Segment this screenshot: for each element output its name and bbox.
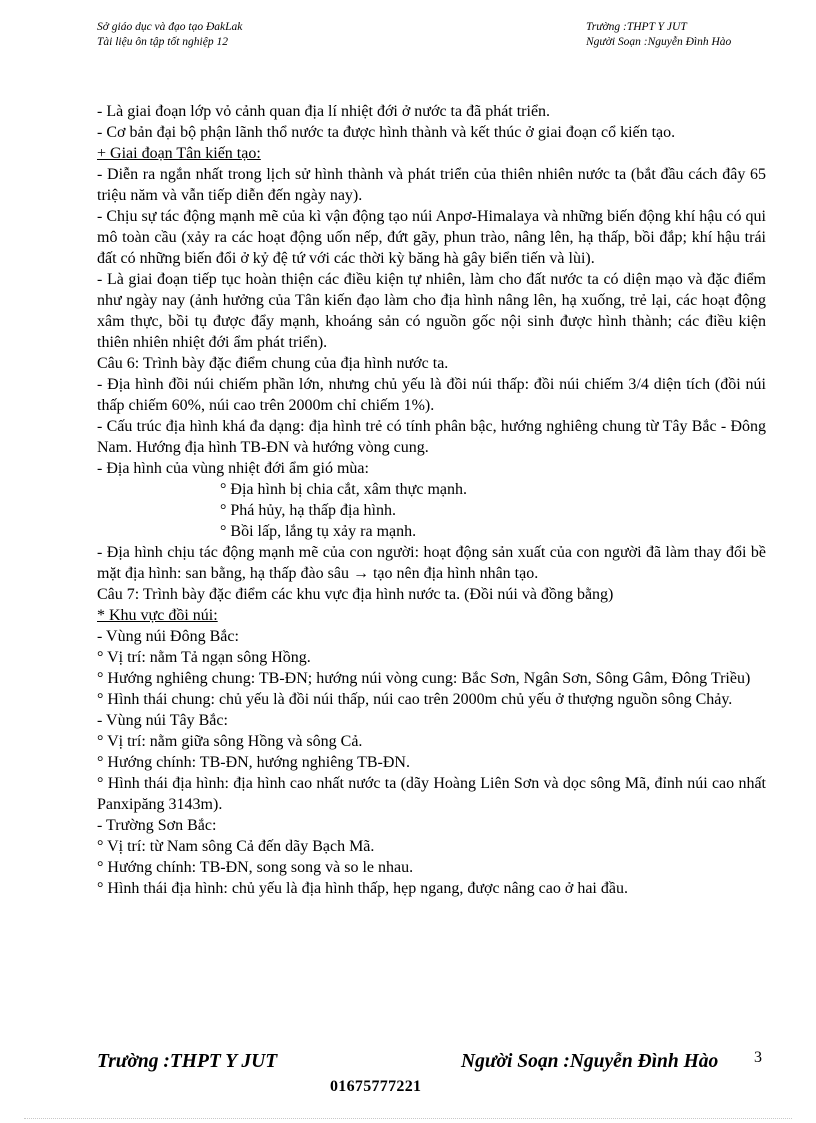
paragraph: - Chịu sự tác động mạnh mẽ của kì vận động tạo núi Anpơ-Himalaya và những biến động khí hậu có qui mô toàn cầu (xảy ra các hoạt động uốn nếp, đứt gãy, phun trào, nâng lên, hạ thấp, bồi đắp; khí hậu trái đất có những biến đổi ở kỷ đệ tứ với các thời kỳ băng hà gây biển tiến và lùi). (97, 208, 766, 267)
footer-author: Người Soạn :Nguyễn Đình Hào (461, 1051, 719, 1072)
question-heading: Câu 6: Trình bày đặc điểm chung của địa hình nước ta. (97, 355, 449, 372)
bullet-item: ° Địa hình bị chia cắt, xâm thực mạnh. (220, 481, 467, 498)
bullet-item: ° Phá hủy, hạ thấp địa hình. (220, 502, 396, 519)
question-heading: Câu 7: Trình bày đặc điểm các khu vực địa hình nước ta. (Đồi núi và đồng bằng) (97, 586, 614, 603)
bullet-item: ° Hướng nghiêng chung: TB-ĐN; hướng núi vòng cung: Bắc Sơn, Ngân Sơn, Sông Gâm, Đông Triều) (97, 670, 751, 687)
bullet-item: ° Hướng chính: TB-ĐN, song song và so le nhau. (97, 859, 414, 876)
page-bottom-divider (24, 1118, 792, 1119)
paragraph: - Địa hình đồi núi chiếm phần lớn, nhưng chủ yếu là đồi núi thấp: đồi núi chiếm 3/4 diện tích (đồi núi thấp chiếm 60%, núi cao trên 2000m chỉ chiếm 1%). (97, 376, 766, 414)
header-right (586, 20, 731, 50)
header-left (97, 20, 242, 50)
paragraph: - Cấu trúc địa hình khá đa dạng: địa hình trẻ có tính phân bậc, hướng nghiêng chung từ Tây Bắc - Đông Nam. Hướng địa hình TB-ĐN và hướng vòng cung. (97, 418, 766, 456)
header-school: Trường :THPT Y JUT (586, 21, 687, 33)
bullet-item: ° Bồi lấp, lắng tụ xảy ra mạnh. (220, 523, 417, 540)
paragraph: - Diễn ra ngắn nhất trong lịch sử hình thành và phát triển của thiên nhiên nước ta (bắt đầu cách đây 65 triệu năm và vẫn tiếp diễn đến ngày nay). (97, 166, 766, 204)
paragraph: - Là giai đoạn tiếp tục hoàn thiện các điều kiện tự nhiên, làm cho đất nước ta có diện mạo và đặc điểm như ngày nay (ảnh hưởng của Tân kiến đạo làm cho địa hình nâng lên, hạ xuống, trẻ lại, các hoạt động xâm thực, bồi tụ được đẩy mạnh, khoáng sản có nguồn gốc nội sinh được hình thành; các điều kiện thiên nhiên nhiệt đới ẩm phát triển). (97, 271, 766, 351)
paragraph: - Cơ bản đại bộ phận lãnh thổ nước ta được hình thành và kết thúc ở giai đoạn cổ kiến tạo. (97, 124, 676, 141)
paragraph: - Là giai đoạn lớp vỏ cảnh quan địa lí nhiệt đới ở nước ta đã phát triển. (97, 103, 551, 120)
header-document-title: Tài liệu ôn tập tốt nghiệp 12 (97, 36, 228, 48)
bullet-item: ° Hướng chính: TB-ĐN, hướng nghiêng TB-ĐN. (97, 754, 410, 771)
section-heading: * Khu vực đồi núi: (97, 607, 218, 624)
bullet-item: ° Vị trí: từ Nam sông Cả đến dãy Bạch Mã. (97, 838, 375, 855)
subsection-heading: - Vùng núi Đông Bắc: (97, 628, 239, 645)
subsection-heading: - Vùng núi Tây Bắc: (97, 712, 228, 729)
document-body (97, 101, 766, 899)
bullet-item: ° Hình thái chung: chủ yếu là đồi núi thấp, núi cao trên 2000m chủ yếu ở thượng nguồn sông Chảy. (97, 691, 733, 708)
bullet-item: ° Vị trí: nằm Tả ngạn sông Hồng. (97, 649, 311, 666)
bullet-item: ° Hình thái địa hình: chủ yếu là địa hình thấp, hẹp ngang, được nâng cao ở hai đầu. (97, 880, 628, 897)
bullet-item: ° Hình thái địa hình: địa hình cao nhất nước ta (dãy Hoàng Liên Sơn và dọc sông Mã, đỉnh núi cao nhất Panxipăng 3143m). (97, 775, 766, 813)
header-department: Sở giáo dục và đạo tạo ĐakLak (97, 21, 243, 33)
page-number: 3 (754, 1049, 762, 1066)
section-heading: + Giai đoạn Tân kiến tạo: (97, 145, 261, 162)
header-author: Người Soạn :Nguyễn Đình Hào (586, 36, 732, 48)
footer-school: Trường :THPT Y JUT (97, 1051, 278, 1072)
paragraph: - Địa hình của vùng nhiệt đới ẩm gió mùa: (97, 460, 369, 477)
bullet-item: ° Vị trí: nằm giữa sông Hồng và sông Cả. (97, 733, 363, 750)
footer-phone: 01675777221 (330, 1078, 422, 1095)
subsection-heading: - Trường Sơn Bắc: (97, 817, 217, 834)
paragraph: - Địa hình chịu tác động mạnh mẽ của con người: hoạt động sản xuất của con người đã làm thay đổi bề mặt địa hình: san bằng, hạ thấp đào sâu → tạo nên địa hình nhân tạo. (97, 544, 766, 582)
